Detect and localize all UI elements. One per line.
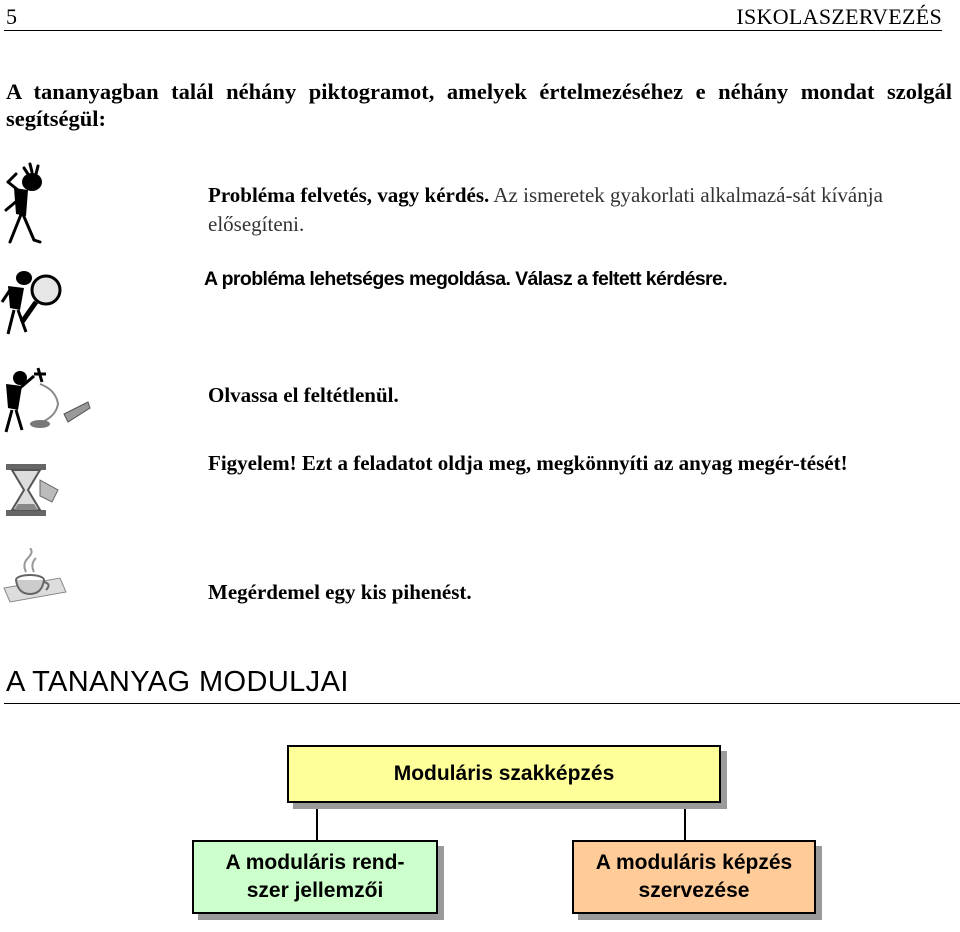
module-right-label: A moduláris képzés szervezése: [595, 851, 793, 902]
pictogram-text-problem: [208, 181, 926, 239]
module-box-right: [572, 840, 816, 914]
pictogram-text-attention: Figyelem! Ezt a feladatot oldja meg, megkönnyíti az anyag megér-tését!: [208, 451, 848, 475]
problem-light-text: Az ismeretek gyakorlati alkalmazá-sát kívánja elősegíteni.: [208, 183, 883, 236]
reading-person-icon: [0, 360, 92, 440]
coffee-cup-icon: [0, 548, 70, 606]
pictogram-text-rest: Megérdemel egy kis pihenést.: [208, 580, 472, 604]
module-box-top: [287, 745, 721, 803]
problem-bold-text: Probléma felvetés, vagy kérdés.: [208, 183, 490, 207]
page-number: 5: [6, 4, 17, 29]
header-rule: [4, 30, 942, 31]
pictogram-text-read: Olvassa el feltétlenül.: [208, 383, 399, 407]
section-rule: [4, 703, 960, 704]
connector-left: [316, 802, 318, 840]
magnifier-person-icon: [0, 266, 70, 338]
thinking-person-icon: [0, 160, 60, 248]
hourglass-icon: [0, 460, 62, 522]
connector-right: [684, 802, 686, 840]
intro-paragraph: A tananyagban talál néhány piktogramot, amelyek értelmezéséhez e néhány mondat szolgál segítségül:: [6, 79, 952, 131]
running-title: ISKOLASZERVEZÉS: [736, 4, 942, 29]
pictogram-text-solution: A probléma lehetséges megoldása. Válasz a feltett kérdésre.: [204, 268, 728, 290]
module-box-left: [192, 840, 438, 914]
section-title: A TANANYAG MODULJAI: [6, 666, 349, 698]
module-left-label: A moduláris rend-szer jellemzői: [225, 851, 405, 902]
module-top-label: Moduláris szakképzés: [393, 762, 615, 785]
